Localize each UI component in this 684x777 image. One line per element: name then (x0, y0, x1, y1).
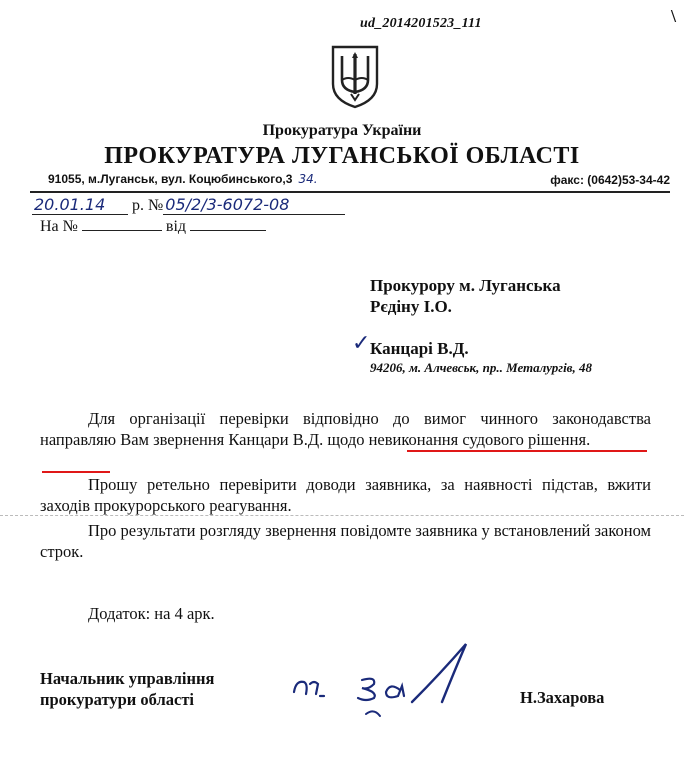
red-underline-2 (42, 471, 110, 473)
outgoing-reference (32, 195, 345, 215)
signatory-name: Н.Захарова (520, 688, 605, 707)
incoming-date-blank (190, 216, 266, 231)
org-fax: факс: (0642)53-34-42 (550, 173, 670, 187)
red-underline-1 (407, 450, 647, 452)
recipient-line-2: Рєдіну І.О. (370, 297, 452, 316)
recipient-line-3: Канцарі В.Д. (370, 339, 469, 358)
outgoing-number: 05/2/3-6072-08 (163, 195, 345, 215)
document-id: ud_2014201523_111 (360, 16, 482, 31)
signatory-title-line-1: Начальник управління (40, 669, 215, 688)
address-handwritten-note: 34. (298, 172, 318, 186)
org-address (48, 172, 318, 186)
body-paragraph-1-end: . (586, 430, 591, 449)
body-paragraph-3: Про результати розгляду звернення повідомте заявника у встановлений законом строк. (40, 521, 651, 561)
body-paragraph-1-highlight: щодо невиконання судового рішення (327, 430, 587, 449)
recipient-line-1: Прокурору м. Луганська (370, 276, 561, 295)
org-name: ПРОКУРАТУРА ЛУГАНСЬКОЇ ОБЛАСТІ (104, 143, 580, 169)
incoming-number-blank (82, 216, 162, 231)
enclosure-note: Додаток: на 4 арк. (88, 604, 215, 623)
incoming-from-label: від (165, 218, 187, 235)
recipient-address: 94206, м. Алчевськ, пр.. Металургів, 48 (370, 360, 592, 375)
signatory-title-line-2: прокуратури області (40, 690, 195, 709)
trident-emblem-icon (330, 44, 380, 110)
incoming-label: На № (40, 218, 78, 235)
outgoing-number-label: № (148, 197, 164, 214)
outgoing-date: 20.01.14 (32, 195, 128, 215)
org-address-text: 91055, м.Луганськ, вул. Коцюбинського,3 (48, 172, 293, 186)
outgoing-r-label: р. (132, 197, 144, 214)
body-paragraph-2: Прошу ретельно перевірити доводи заявника, за наявності підстав, вжити заходів прокурорського реагування. (40, 475, 651, 515)
org-parent-name: Прокуратура України (262, 122, 422, 139)
body-paragraph-1 (40, 408, 651, 450)
incoming-reference (40, 216, 266, 236)
corner-pen-mark: \ (670, 6, 676, 26)
check-mark-icon: ✓ (352, 330, 371, 355)
header-divider (30, 191, 670, 193)
signatory-title (40, 668, 214, 710)
handwritten-signature (290, 636, 490, 726)
body-paragraph-1-text: Для організації перевірки відповідно до вимог чинного законодавства направляю Вам звернення Канцари В.Д. (40, 409, 651, 449)
